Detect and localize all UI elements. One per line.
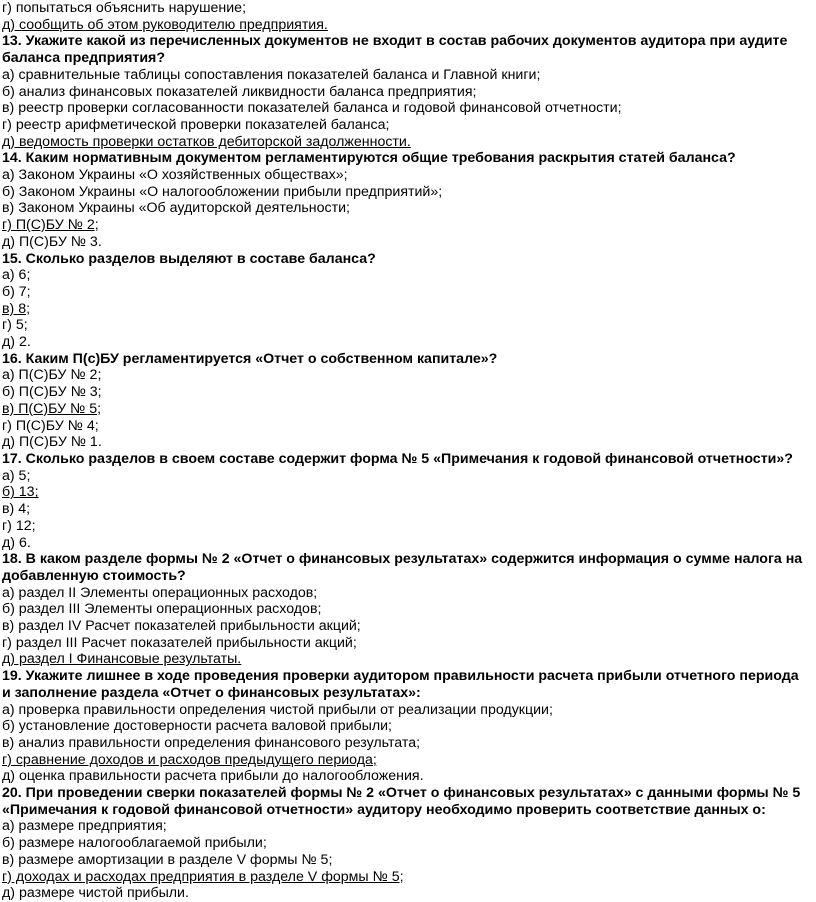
answer-option: д) 6. [2,534,31,551]
answer-option-underlined: д) ведомость проверки остатков дебиторской задолженности. [2,133,411,150]
question-line: 20. При проведении сверки показателей формы № 2 «Отчет о финансовых результатах» с данными формы № 5 [2,785,801,802]
answer-option: б) размере налогооблагаемой прибыли; [2,835,267,852]
answer-option: а) 6; [2,267,31,284]
question-line: 16. Каким П(с)БУ регламентируется «Отчет о собственном капитале»? [2,350,498,367]
answer-option-underlined: г) доходах и расходах предприятия в разделе V формы № 5; [2,868,404,885]
answer-option: д) оценка правильности расчета прибыли до налогообложения. [2,768,424,785]
answer-option-underlined: д) раздел I Финансовые результаты. [2,651,242,668]
question-line: баланса предприятия? [2,50,166,67]
answer-option: а) раздел II Элементы операционных расходов; [2,584,318,601]
question-line: добавленную стоимость? [2,567,186,584]
answer-option: г) 12; [2,517,36,534]
question-line: 14. Каким нормативным документом регламентируются общие требования раскрытия статей баланса? [2,150,736,167]
answer-option: г) раздел III Расчет показателей прибыльности акций; [2,634,357,651]
answer-option: д) 2. [2,334,31,351]
answer-option-underlined: д) сообщить об этом руководителю предприятия. [2,16,328,33]
answer-option-underlined: в) 8; [2,300,31,317]
answer-option: д) размере чистой прибыли. [2,885,189,902]
answer-option: д) П(С)БУ № 3. [2,233,102,250]
answer-option: д) П(С)БУ № 1. [2,434,102,451]
answer-option: в) раздел IV Расчет показателей прибыльности акций; [2,618,361,635]
answer-option: в) размере амортизации в разделе V формы № 5; [2,851,333,868]
question-line: 19. Укажите лишнее в ходе проведения проверки аудитором правильности расчета прибыли отчетного периода [2,668,799,685]
answer-option: б) анализ финансовых показателей ликвидности баланса предприятия; [2,83,477,100]
answer-option: г) попытаться объяснить нарушение; [2,0,247,16]
answer-option: а) 5; [2,467,31,484]
answer-option: г) реестр арифметической проверки показателей баланса; [2,116,390,133]
question-line: 15. Сколько разделов выделяют в составе баланса? [2,250,376,267]
answer-option: в) анализ правильности определения финансового результата; [2,734,421,751]
answer-option: а) размере предприятия; [2,818,167,835]
answer-option: б) 7; [2,283,31,300]
answer-option: в) 4; [2,501,31,518]
answer-option: в) реестр проверки согласованности показателей баланса и годовой финансовой отчетности; [2,100,622,117]
answer-option-underlined: в) П(С)БУ № 5; [2,400,102,417]
answer-option-underlined: г) П(С)БУ № 2; [2,217,99,234]
answer-option-underlined: б) 13; [2,484,39,501]
answer-option: в) Законом Украины «Об аудиторской деятельности; [2,200,350,217]
answer-option: б) Законом Украины «О налогообложении прибыли предприятий»; [2,183,443,200]
answer-option: а) проверка правильности определения чистой прибыли от реализации продукции; [2,701,553,718]
question-line: 18. В каком разделе формы № 2 «Отчет о финансовых результатах» содержится информация о сумме налога на [2,551,803,568]
answer-option: а) П(С)БУ № 2; [2,367,102,384]
question-line: 17. Сколько разделов в своем составе содержит форма № 5 «Примечания к годовой финансовой отчетности»? [2,450,793,467]
question-line: «Примечания к годовой финансовой отчетности» аудитору необходимо проверить соответствие данных о: [2,801,766,818]
answer-option: а) сравнительные таблицы сопоставления показателей баланса и Главной книги; [2,66,541,83]
answer-option: г) П(С)БУ № 4; [2,417,99,434]
answer-option: а) Законом Украины «О хозяйственных обществах»; [2,167,348,184]
answer-option: б) раздел III Элементы операционных расходов; [2,601,322,618]
answer-option: г) 5; [2,317,28,334]
answer-option-underlined: г) сравнение доходов и расходов предыдущего периода; [2,751,377,768]
question-line: и заполнение раздела «Отчет о финансовых результатах»: [2,684,421,701]
answer-option: б) установление достоверности расчета валовой прибыли; [2,718,392,735]
answer-option: б) П(С)БУ № 3; [2,384,102,401]
question-line: 13. Укажите какой из перечисленных документов не входит в состав рабочих документов аудитора при аудите [2,33,788,50]
